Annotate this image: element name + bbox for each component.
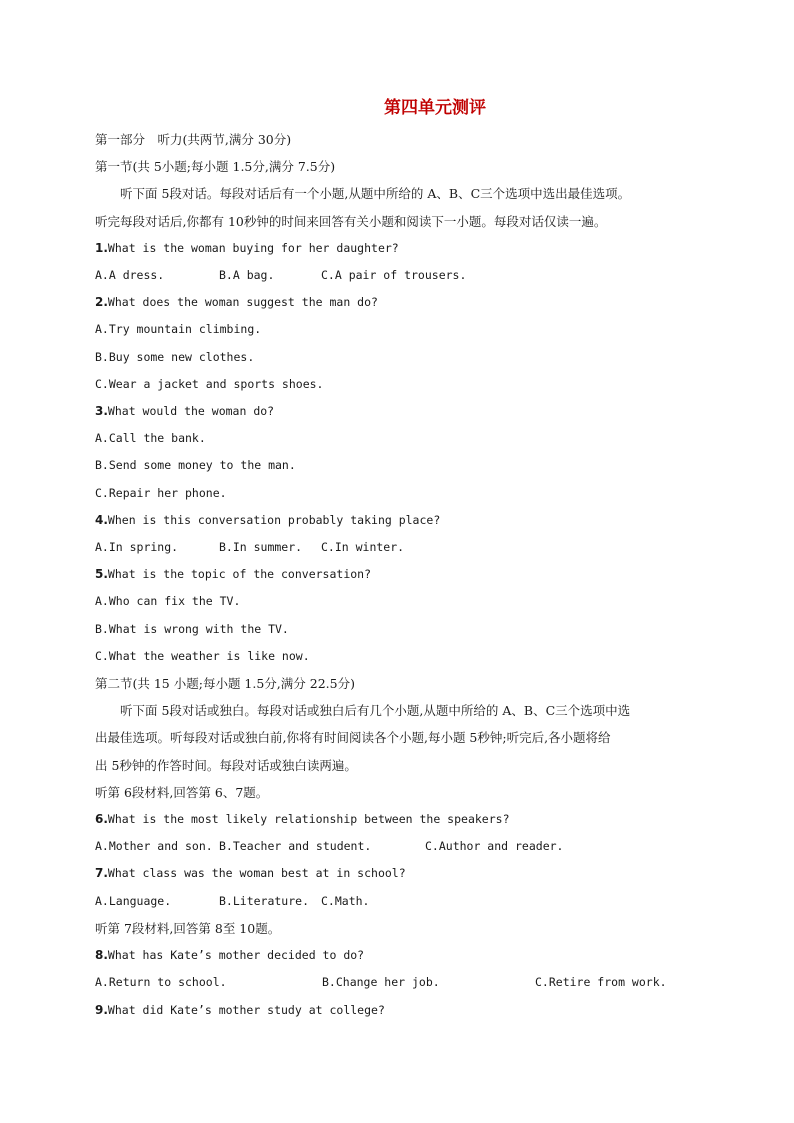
question-number: 5. bbox=[95, 567, 108, 582]
option-c: C.Math. bbox=[321, 893, 370, 908]
question-number: 9. bbox=[95, 1002, 108, 1017]
option-c: C.In winter. bbox=[321, 540, 405, 555]
option-b: B.Teacher and student. bbox=[219, 839, 372, 854]
question-4 bbox=[95, 507, 705, 534]
passage-6-heading: 听第 6段材料,回答第 6、7题。 bbox=[95, 784, 269, 800]
option-a: A.Try mountain climbing. bbox=[95, 322, 262, 337]
question-7 bbox=[95, 860, 705, 887]
section1-heading: 第一节(共 5小题;每小题 1.5分,满分 7.5分) bbox=[95, 159, 336, 175]
question-number: 3. bbox=[95, 404, 108, 419]
option-a: A.In spring. bbox=[95, 540, 179, 555]
question-9 bbox=[95, 997, 705, 1024]
option-a: A.Who can fix the TV. bbox=[95, 594, 241, 609]
option-c: C.Author and reader. bbox=[425, 839, 564, 854]
option-b: B.In summer. bbox=[219, 540, 303, 555]
question-6-options bbox=[95, 833, 705, 860]
question-4-options bbox=[95, 534, 705, 561]
section2-instructions-cont: 出最佳选项。听每段对话或独白前,你将有时间阅读各个小题,每小题 5秒钟;听完后,各小题将给 bbox=[95, 730, 611, 746]
section1-instructions: 听下面 5段对话。每段对话后有一个小题,从题中所给的 A、B、C三个选项中选出最佳选项。 bbox=[120, 186, 631, 202]
question-7-options bbox=[95, 888, 705, 915]
section2-heading: 第二节(共 15 小题;每小题 1.5分,满分 22.5分) bbox=[95, 676, 355, 692]
section1-instructions-cont: 听完每段对话后,你都有 10秒钟的时间来回答有关小题和阅读下一小题。每段对话仅读一遍。 bbox=[95, 213, 607, 229]
question-text: What has Kate’s mother decided to do? bbox=[107, 948, 365, 963]
question-8 bbox=[95, 942, 705, 969]
option-b: B.A bag. bbox=[219, 268, 275, 283]
part1-heading: 第一部分 听力(共两节,满分 30分) bbox=[95, 132, 292, 147]
option-a: A.Mother and son. bbox=[95, 839, 213, 854]
option-a: A.A dress. bbox=[95, 268, 165, 283]
option-c: C.What the weather is like now. bbox=[95, 648, 310, 663]
question-2 bbox=[95, 289, 705, 316]
question-text: What is the most likely relationship between the speakers? bbox=[107, 812, 510, 827]
question-text: What does the woman suggest the man do? bbox=[107, 295, 378, 310]
option-c: C.A pair of trousers. bbox=[321, 268, 467, 283]
option-a: A.Return to school. bbox=[95, 975, 227, 990]
question-text: What class was the woman best at in school? bbox=[107, 866, 406, 881]
option-c: C.Retire from work. bbox=[535, 975, 667, 990]
question-text: What would the woman do? bbox=[107, 404, 275, 419]
question-text: What is the topic of the conversation? bbox=[107, 567, 372, 582]
option-b: B.What is wrong with the TV. bbox=[95, 621, 289, 636]
option-b: B.Literature. bbox=[219, 893, 310, 908]
option-a: A.Language. bbox=[95, 893, 172, 908]
question-number: 6. bbox=[95, 812, 108, 827]
question-number: 8. bbox=[95, 948, 108, 963]
passage-7-heading: 听第 7段材料,回答第 8至 10题。 bbox=[95, 920, 281, 936]
option-c: C.Wear a jacket and sports shoes. bbox=[95, 376, 324, 391]
question-text: What did Kate’s mother study at college? bbox=[107, 1002, 385, 1017]
section2-instructions-end: 出 5秒钟的作答时间。每段对话或独白读两遍。 bbox=[95, 757, 357, 773]
question-number: 4. bbox=[95, 512, 108, 527]
question-5 bbox=[95, 561, 705, 588]
question-1 bbox=[95, 235, 705, 262]
question-number: 2. bbox=[95, 295, 108, 310]
question-number: 1. bbox=[95, 240, 108, 255]
question-1-options bbox=[95, 262, 705, 289]
question-number: 7. bbox=[95, 866, 108, 881]
option-a: A.Call the bank. bbox=[95, 431, 206, 446]
option-c: C.Repair her phone. bbox=[95, 485, 227, 500]
section2-instructions: 听下面 5段对话或独白。每段对话或独白后有几个小题,从题中所给的 A、B、C三个选项中选 bbox=[120, 703, 631, 719]
option-b: B.Send some money to the man. bbox=[95, 458, 296, 473]
page-title: 第四单元测评 bbox=[384, 98, 486, 118]
option-b: B.Change her job. bbox=[322, 975, 440, 990]
question-6 bbox=[95, 806, 705, 833]
question-3 bbox=[95, 398, 705, 425]
option-b: B.Buy some new clothes. bbox=[95, 349, 255, 364]
question-text: When is this conversation probably taking place? bbox=[107, 512, 441, 527]
question-text: What is the woman buying for her daughter? bbox=[107, 240, 399, 255]
question-8-options bbox=[95, 969, 705, 996]
document-page bbox=[95, 96, 705, 1024]
